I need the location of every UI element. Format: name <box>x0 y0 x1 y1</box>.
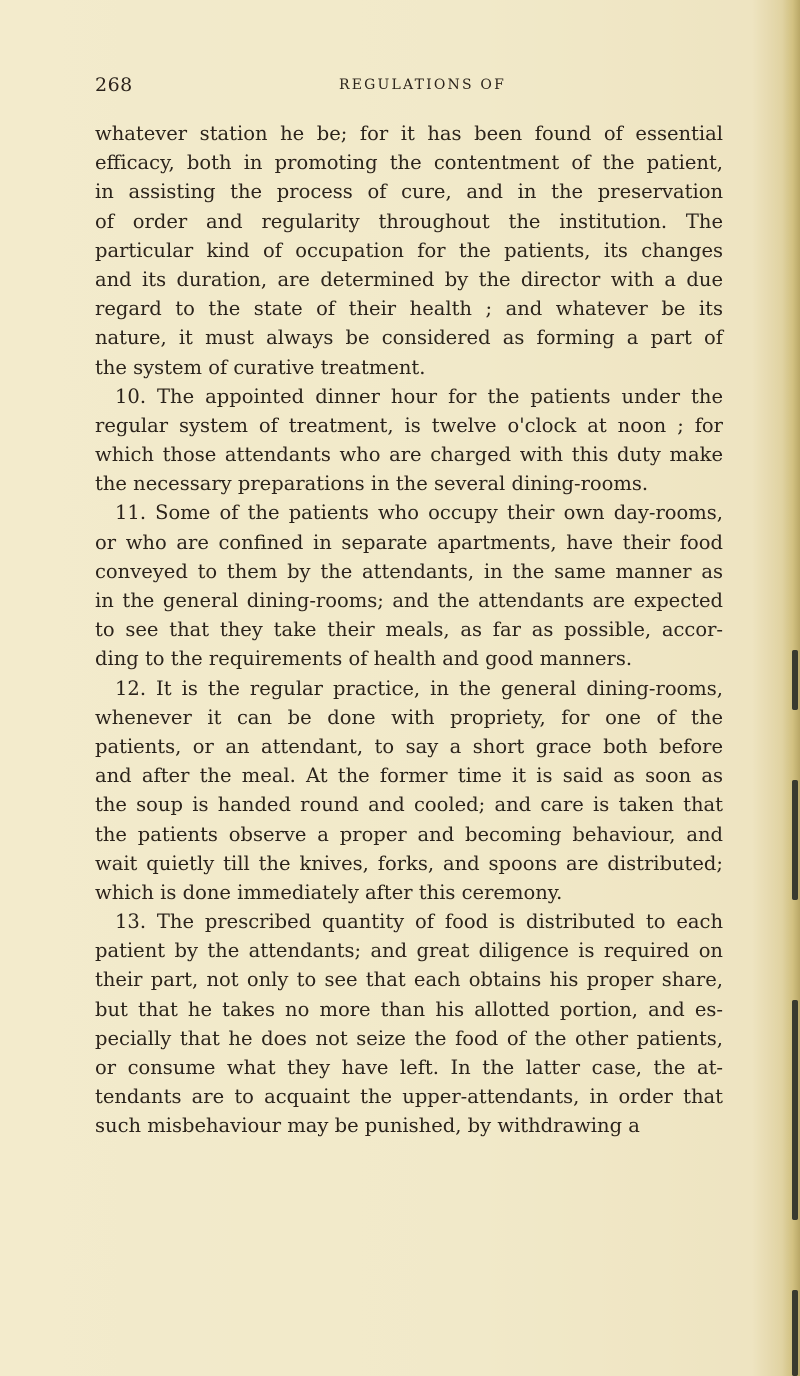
text-line: conveyed to them by the attendants, in the same manner as <box>95 559 723 583</box>
text-line: of order and regularity throughout the institution. The <box>95 209 723 233</box>
page-header <box>0 74 800 100</box>
text-line: the patients observe a proper and becoming behaviour, and <box>95 822 723 846</box>
text-line: and after the meal. At the former time it is said as soon as <box>95 764 723 788</box>
text-line: tendants are to acquaint the upper-attendants, in order that <box>95 1085 723 1109</box>
body-text <box>95 119 723 1141</box>
text-line: or consume what they have left. In the latter case, the at- <box>95 1056 723 1079</box>
page-number: 268 <box>95 74 133 96</box>
page-edge-mark <box>792 650 798 710</box>
text-line: wait quietly till the knives, forks, and spoons are distributed; <box>95 851 723 875</box>
text-line: pecially that he does not seize the food of the other patients, <box>95 1026 723 1050</box>
text-line: the system of curative treatment. <box>95 355 426 379</box>
text-line: which those attendants who are charged with this duty make <box>95 443 723 467</box>
text-line: 11. Some of the patients who occupy their own day-rooms, <box>115 501 723 525</box>
text-line: patients, or an attendant, to say a short grace both before <box>95 734 723 758</box>
text-line: efficacy, both in promoting the contentment of the patient, <box>95 151 723 175</box>
text-line: to see that they take their meals, as far as possible, accor- <box>95 618 723 642</box>
text-line: or who are confined in separate apartments, have their food <box>95 530 723 554</box>
text-line: patient by the attendants; and great diligence is required on <box>95 939 723 963</box>
text-line: regular system of treatment, is twelve o'clock at noon ; for <box>95 413 723 437</box>
page-edge-mark <box>792 780 798 900</box>
text-line: the soup is handed round and cooled; and care is taken that <box>95 793 723 817</box>
text-line: the necessary preparations in the several dining-rooms. <box>95 472 649 496</box>
text-line: particular kind of occupation for the patients, its changes <box>95 238 723 262</box>
text-line: ding to the requirements of health and good manners. <box>95 647 633 671</box>
page-edge-mark <box>792 1000 798 1220</box>
text-line: whenever it can be done with propriety, for one of the <box>95 705 723 729</box>
text-line: 13. The prescribed quantity of food is distributed to each <box>115 910 723 934</box>
text-line: their part, not only to see that each obtains his proper share, <box>95 968 723 992</box>
text-line: whatever station he be; for it has been found of essential <box>95 122 723 145</box>
text-line: but that he takes no more than his allotted portion, and es- <box>95 997 723 1021</box>
text-line: in the general dining-rooms; and the attendants are expected <box>95 589 723 612</box>
text-line: such misbehaviour may be punished, by withdrawing a <box>95 1114 640 1138</box>
text-line: in assisting the process of cure, and in the preservation <box>95 180 723 204</box>
text-line: and its duration, are determined by the director with a due <box>95 267 723 291</box>
text-line: which is done immediately after this ceremony. <box>95 880 563 904</box>
text-line: regard to the state of their health ; and whatever be its <box>95 297 723 321</box>
page-edge-mark <box>792 1290 798 1376</box>
text-line: 12. It is the regular practice, in the general dining-rooms, <box>115 676 723 700</box>
text-line: 10. The appointed dinner hour for the patients under the <box>115 384 723 408</box>
text-line: nature, it must always be considered as forming a part of <box>95 326 723 350</box>
running-head: REGULATIONS OF <box>339 77 507 93</box>
